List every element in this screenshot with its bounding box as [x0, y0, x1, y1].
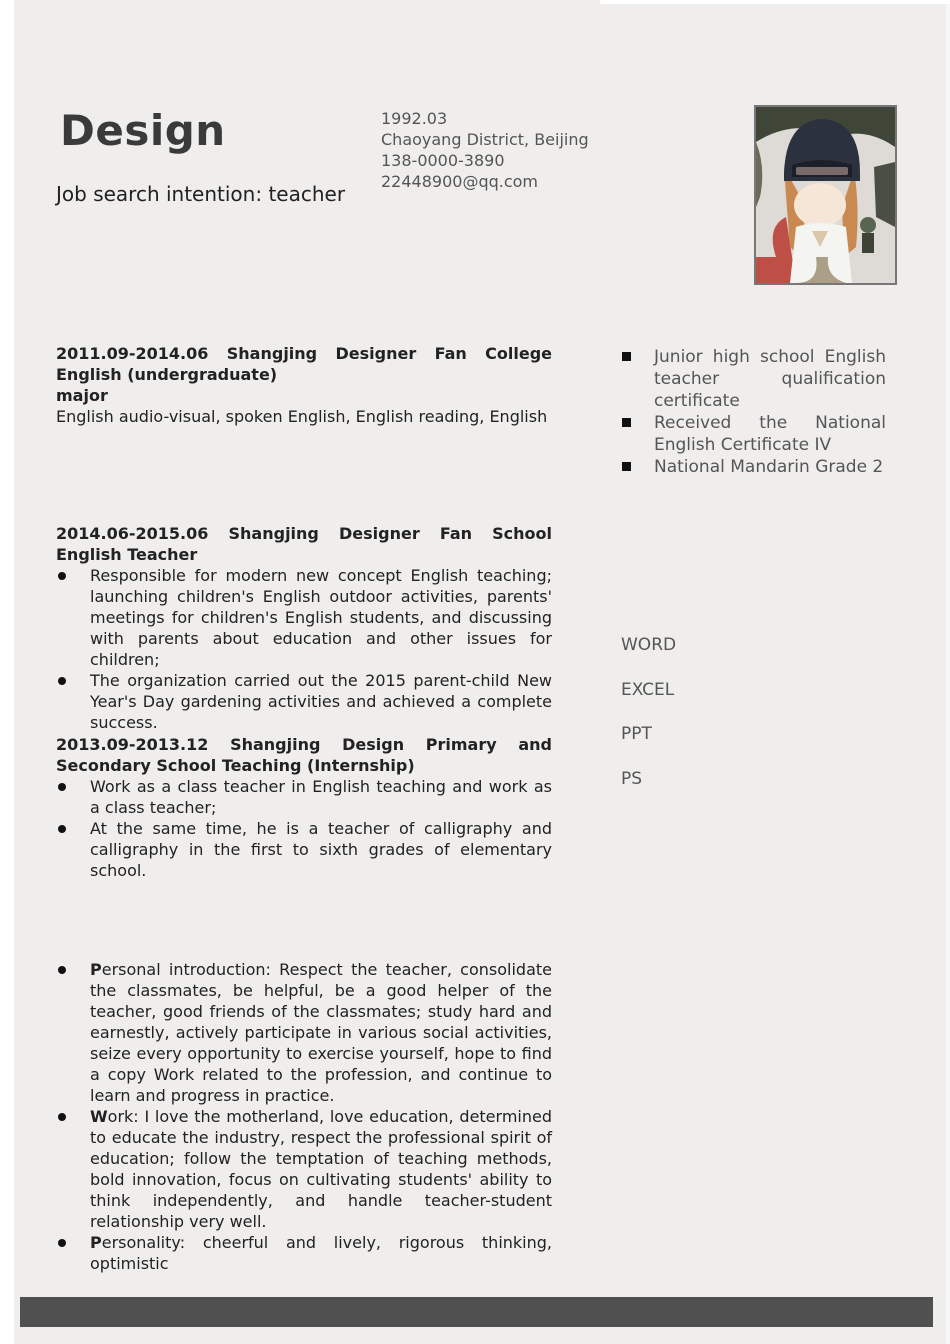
- experience-heading: 2014.06-2015.06 Shangjing Designer Fan School English Teacher: [56, 524, 552, 564]
- contact-block: [381, 108, 589, 192]
- list-item: Junior high school English teacher qualification certificate: [620, 346, 886, 412]
- list-item: National Mandarin Grade 2: [620, 456, 886, 478]
- phone: 138-0000-3890: [381, 151, 505, 170]
- job-intention: Job search intention: teacher: [56, 182, 346, 206]
- list-item: Responsible for modern new concept English teaching; launching children's English outdoor activities, parents' meetings for children's English students, and discussing with parents about education and other issues for children;: [56, 565, 552, 670]
- list-item: Work as a class teacher in English teaching and work as a class teacher;: [56, 776, 552, 818]
- bullet-icon: [58, 1239, 66, 1247]
- skill-item: PPT: [621, 724, 652, 744]
- list-item: Personality: cheerful and lively, rigorous thinking, optimistic: [56, 1232, 552, 1274]
- education-section: [56, 343, 552, 427]
- certificate-list: [620, 346, 886, 478]
- skills-section: [621, 634, 676, 812]
- top-strip: [600, 0, 950, 4]
- bullet-icon: [58, 1113, 66, 1121]
- square-bullet-icon: [622, 418, 631, 427]
- experience-bullet-list: [56, 565, 552, 733]
- education-courses: English audio-visual, spoken English, English reading, English: [56, 407, 548, 426]
- list-item: At the same time, he is a teacher of calligraphy and calligraphy in the first to sixth grades of elementary school.: [56, 818, 552, 881]
- footer-bar: [20, 1297, 933, 1327]
- skill-item: PS: [621, 768, 643, 789]
- experience-bullet-list: [56, 776, 552, 881]
- bullet-icon: [58, 966, 66, 974]
- education-major-label: major: [56, 386, 108, 405]
- list-item: Work: I love the motherland, love education, determined to educate the industry, respect the professional spirit of education; follow the temptation of teaching methods, bold innovation, focus on cultivating students' ability to think independently, and handle teacher-student relationship very well.: [56, 1106, 552, 1232]
- self-evaluation-section: [56, 959, 552, 1273]
- email: 22448900@qq.com: [381, 172, 539, 191]
- bullet-icon: [58, 572, 66, 580]
- self-evaluation-list: [56, 959, 552, 1274]
- list-item: Personal introduction: Respect the teacher, consolidate the classmates, be helpful, be a good helper of the teacher, good friends of the classmates; study hard and earnestly, actively participate in various social activities, seize every opportunity to exercise yourself, hope to find a copy Work related to the profession, and continue to learn and progress in practice.: [56, 959, 552, 1106]
- birth-date: 1992.03: [381, 109, 448, 128]
- experience-heading: 2013.09-2013.12 Shangjing Design Primary and Secondary School Teaching (Internship): [56, 735, 552, 775]
- skill-item: WORD: [621, 635, 677, 655]
- bullet-icon: [58, 677, 66, 685]
- education-heading: 2011.09-2014.06 Shangjing Designer Fan College English (undergraduate): [56, 344, 552, 384]
- candidate-name: Design: [60, 106, 226, 155]
- address: Chaoyang District, Beijing: [381, 130, 589, 149]
- avatar-illustration: [756, 107, 895, 283]
- experience-item-1: [56, 523, 552, 733]
- bullet-icon: [58, 783, 66, 791]
- experience-item-2: [56, 734, 552, 881]
- right-edge: [946, 4, 950, 1344]
- square-bullet-icon: [622, 352, 631, 361]
- square-bullet-icon: [622, 462, 631, 471]
- bullet-icon: [58, 825, 66, 833]
- certificates-section: [620, 346, 886, 477]
- list-item: The organization carried out the 2015 parent-child New Year's Day gardening activities and achieved a complete success.: [56, 670, 552, 733]
- skill-item: EXCEL: [621, 679, 675, 700]
- list-item: Received the National English Certificate IV: [620, 412, 886, 456]
- profile-photo: [754, 105, 897, 285]
